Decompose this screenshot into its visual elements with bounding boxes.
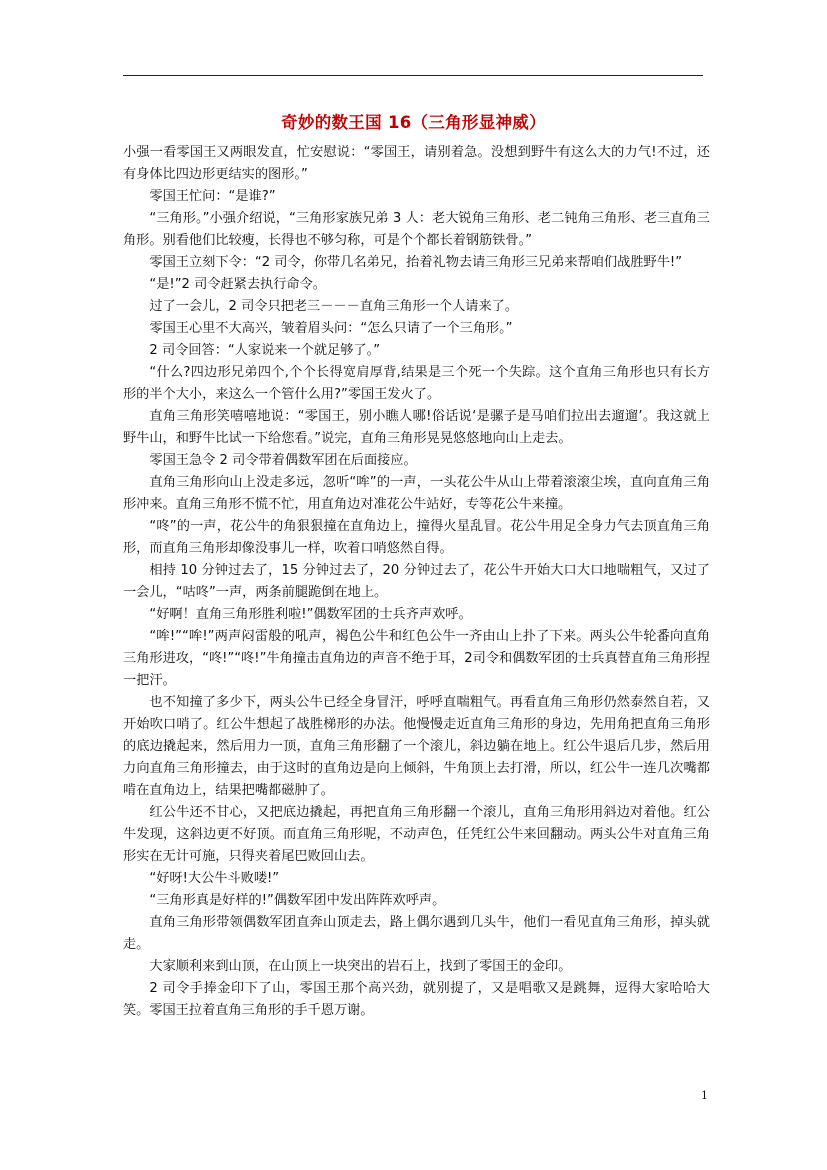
paragraph: 大家顺利来到山顶，在山顶上一块突出的岩石上，找到了零国王的金印。	[149, 959, 572, 974]
paragraph: 零国王忙问：“是谁?”	[149, 189, 276, 204]
header-rule	[123, 75, 703, 76]
paragraph: 也不知撞了多少下，两头公牛已经全身冒汗，呼呼直喘粗气。再看直角三角形仍然泰然自若，又开始吹口哨了。红公牛想起了战胜梯形的办法。他慢慢走近直角三角形的身边，先用角把直角三角形的底边撬起来，然后用力一顶，直角三角形翻了一个滚儿，斜边躺在地上。红公牛退后几步，然后用力向直角三角形撞去，由于这时的直角边是向上倾斜，牛角顶上去打滑，所以，红公牛一连几次嘴都啃在直角边上，结果把嘴都磁肿了。	[123, 695, 710, 798]
page-number: 1	[701, 1089, 708, 1102]
paragraph: 零国王急令 2 司令带着偶数军团在后面接应。	[149, 453, 417, 468]
paragraph: 小强一看零国王又两眼发直，忙安慰说：“零国王，请别着急。没想到野牛有这么大的力气!不过，还有身体比四边形更结实的图形。”	[123, 145, 710, 182]
paragraph: 零国王心里不大高兴，皱着眉头问：“怎么只请了一个三角形。”	[149, 321, 513, 336]
paragraph: 过了一会儿，2 司令只把老三－－－直角三角形一个人请来了。	[149, 299, 519, 314]
page-title: 奇妙的数王国 16（三角形显神威）	[281, 113, 546, 132]
paragraph: “好啊！直角三角形胜利啦!”偶数军团的士兵齐声欢呼。	[149, 607, 472, 622]
paragraph: 相持 10 分钟过去了，15 分钟过去了，20 分钟过去了，花公牛开始大口大口地喘粗气，又过了一会儿，“咕咚”一声，两条前腿跪倒在地上。	[123, 563, 710, 600]
paragraph: 直角三角形笑嘻嘻地说：“零国王，别小瞧人哪!俗话说‘是骡子是马咱们拉出去遛遛’。我这就上野牛山，和野牛比试一下给您看。”说完，直角三角形晃晃悠悠地向山上走去。	[123, 409, 710, 446]
paragraph: “好呀!大公牛斗败喽!”	[149, 871, 280, 886]
paragraph: 零国王立刻下令：“2 司令，你带几名弟兄，抬着礼物去请三角形三兄弟来帮咱们战胜野牛!”	[149, 255, 683, 270]
paragraph: 直角三角形带领偶数军团直奔山顶走去，路上偶尔遇到几头牛，他们一看见直角三角形，掉头就走。	[123, 915, 710, 952]
paragraph: 直角三角形向山上没走多远，忽听“哞”的一声，一头花公牛从山上带着滚滚尘埃，直向直角三角形冲来。直角三角形不慌不忙，用直角边对准花公牛站好，专等花公牛来撞。	[123, 475, 710, 512]
paragraph: “三角形。”小强介绍说，“三角形家族兄弟 3 人：老大锐角三角形、老二钝角三角形、老三直角三角形。别看他们比较瘦，长得也不够匀称，可是个个都长着钢筋铁骨。”	[123, 211, 710, 248]
paragraph: “哞!”“哞!”两声闷雷般的吼声，褐色公牛和红色公牛一齐由山上扑了下来。两头公牛轮番向直角三角形进攻，“咚!”“咚!”牛角撞击直角边的声音不绝于耳，2司令和偶数军团的士兵真替直角三角形捏一把汗。	[123, 629, 710, 688]
article-body	[123, 142, 710, 1022]
paragraph: 2 司令手捧金印下了山，零国王那个高兴劲，就别提了，又是唱歌又是跳舞，逗得大家哈哈大笑。零国王拉着直角三角形的手千恩万谢。	[123, 981, 710, 1018]
paragraph: “什么?四边形兄弟四个,个个长得宽肩厚背,结果是三个死一个失踪。这个直角三角形也只有长方形的半个大小，来这么一个管什么用?”零国王发火了。	[123, 365, 710, 402]
paragraph: 2 司令回答：“人家说来一个就足够了。”	[149, 343, 381, 358]
paragraph: “是!”2 司令赶紧去执行命令。	[149, 277, 326, 292]
paragraph: “三角形真是好样的!”偶数军团中发出阵阵欢呼声。	[149, 893, 446, 908]
paragraph: “咚”的一声，花公牛的角狠狠撞在直角边上，撞得火星乱冒。花公牛用足全身力气去顶直角三角形，而直角三角形却像没事儿一样，吹着口哨悠然自得。	[123, 519, 710, 556]
paragraph: 红公牛还不甘心，又把底边撬起，再把直角三角形翻一个滚儿，直角三角形用斜边对着他。红公牛发现，这斜边更不好顶。而直角三角形呢，不动声色，任凭红公牛来回翻动。两头公牛对直角三角形实在无计可施，只得夹着尾巴败回山去。	[123, 805, 710, 864]
